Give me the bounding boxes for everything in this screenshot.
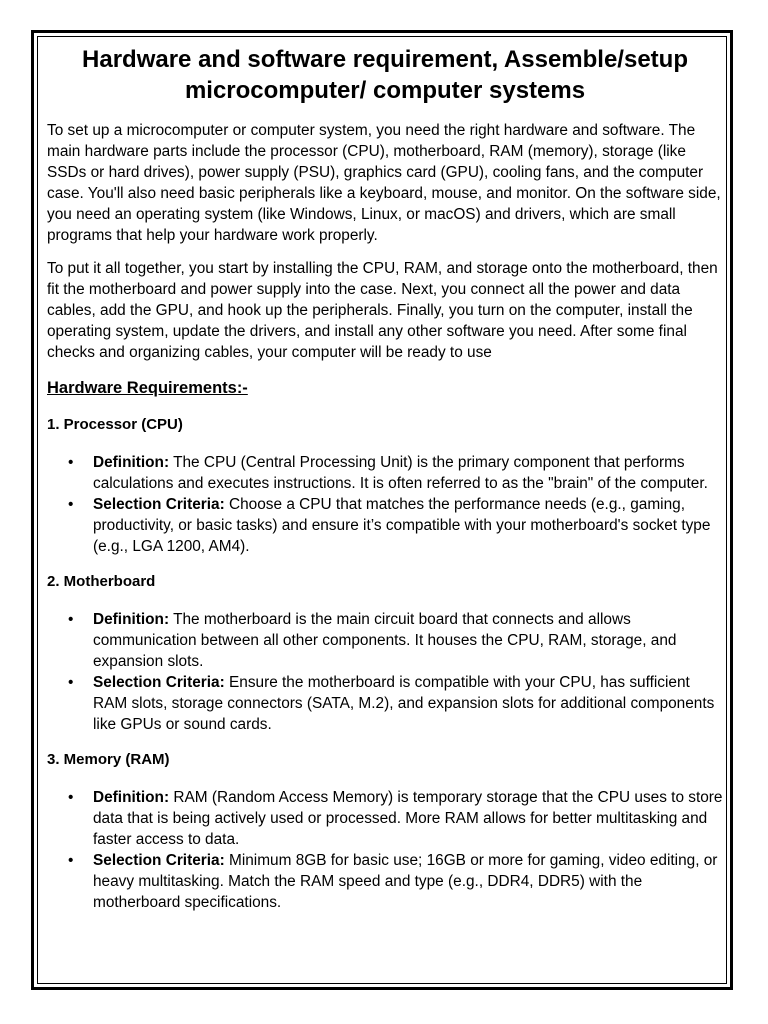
document-title: Hardware and software requirement, Assemble/setup microcomputer/ computer systems (82, 46, 688, 104)
item-heading: 3. Memory (RAM) (47, 751, 170, 768)
bullet-text: Choose a CPU that matches the performance needs (e.g., gaming, productivity, or basic tasks) and ensure it’s compatible with your motherboard's socket type (e.g., LGA 1200, AM4). (93, 496, 711, 555)
bullet-text: The motherboard is the main circuit board that connects and allows communication between all other components. It houses the CPU, RAM, storage, and expansion slots. (93, 611, 677, 670)
bullet-list (47, 787, 723, 913)
bullet-label: Definition: (93, 454, 170, 471)
intro-paragraph: To set up a microcomputer or computer system, you need the right hardware and software. The main hardware parts include the processor (CPU), motherboard, RAM (memory), storage (like SSDs or hard drives), power supply (PSU), graphics card (GPU), cooling fans, and the computer case. You'll also need basic peripherals like a keyboard, mouse, and monitor. On the software side, you need an operating system (like Windows, Linux, or macOS) and drivers, which are small programs that help your hardware work properly. (47, 122, 721, 244)
bullet-icon: • (68, 852, 74, 869)
document-body (47, 44, 723, 928)
list-item (47, 452, 723, 494)
bullet-icon: • (68, 454, 74, 471)
bullet-text: Minimum 8GB for basic use; 16GB or more for gaming, video editing, or heavy multitasking. Match the RAM speed and type (e.g., DDR4, DDR5) with the motherboard specifications. (93, 852, 718, 911)
bullet-list (47, 452, 723, 557)
bullet-icon: • (68, 789, 74, 806)
item-heading: 1. Processor (CPU) (47, 416, 183, 433)
bullet-icon: • (68, 611, 74, 628)
item-heading: 2. Motherboard (47, 573, 156, 590)
bullet-text: Ensure the motherboard is compatible with your CPU, has sufficient RAM slots, storage connectors (SATA, M.2), and expansion slots for additional components like GPUs or sound cards. (93, 674, 715, 733)
bullet-label: Selection Criteria: (93, 496, 225, 513)
list-item (47, 787, 723, 850)
bullet-text: The CPU (Central Processing Unit) is the primary component that performs calculations and executes instructions. It is often referred to as the "brain" of the computer. (93, 454, 708, 492)
list-item (47, 494, 723, 557)
list-item (47, 672, 723, 735)
bullet-icon: • (68, 496, 74, 513)
bullet-label: Definition: (93, 611, 170, 628)
section-heading: Hardware Requirements:- (47, 379, 248, 397)
bullet-label: Definition: (93, 789, 170, 806)
list-item (47, 609, 723, 672)
list-item (47, 850, 723, 913)
intro-paragraph: To put it all together, you start by installing the CPU, RAM, and storage onto the motherboard, then fit the motherboard and power supply into the case. Next, you connect all the power and data cables, add the GPU, and hook up the peripherals. Finally, you turn on the computer, install the operating system, update the drivers, and install any other software you need. After some final checks and organizing cables, your computer will be ready to use (47, 260, 718, 361)
bullet-icon: • (68, 674, 74, 691)
bullet-list (47, 609, 723, 735)
bullet-label: Selection Criteria: (93, 674, 225, 691)
bullet-label: Selection Criteria: (93, 852, 225, 869)
bullet-text: RAM (Random Access Memory) is temporary storage that the CPU uses to store data that is being actively used or processed. More RAM allows for better multitasking and faster access to data. (93, 789, 723, 848)
